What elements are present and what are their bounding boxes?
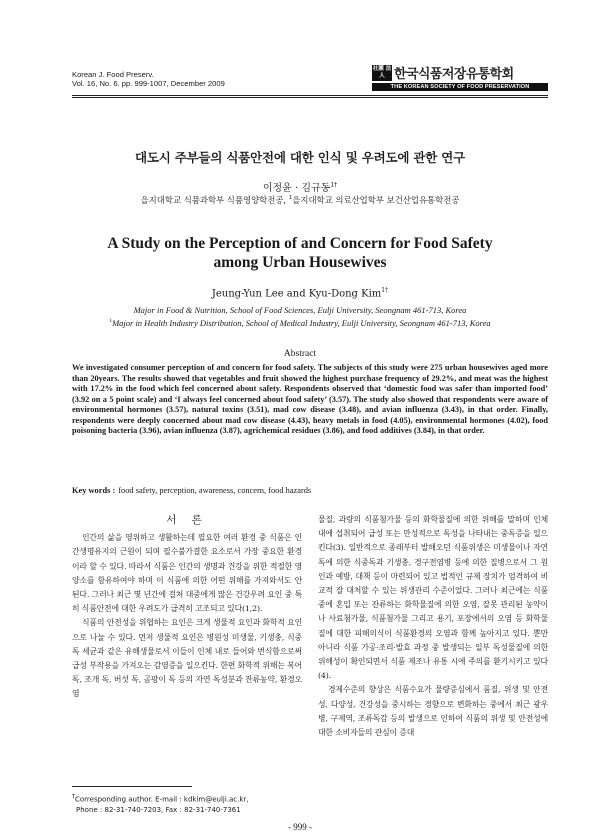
footnote: †Corresponding author. E-mail : kdkim@eulji.ac.kr, Phone : 82-31-740-7203, Fax : 82-31-740-7361 xyxy=(72,793,249,815)
section-heading-introduction: 서 론 xyxy=(166,514,208,526)
body-column-right xyxy=(318,513,548,740)
keywords-label: Key words : xyxy=(72,486,116,495)
english-authors: Jeung-Yun Lee and Kyu-Dong Kim$^{1\dagger}$ xyxy=(211,287,389,300)
english-affiliation-1: Major in Food & Nutrition, School of Food Sciences, Eulji University, Seongnam 461-713, Korea xyxy=(133,305,467,315)
paragraph: 경제수준의 향상은 식품수요가 물량증심에서 품질, 위생 및 안전성, 다양성, 건강성을 중시하는 경향으로 변화하는 중에서 최근 광우병, 구제역, 조류독감 등의 발생으로 인하여 식품의 위생 및 안전성에 대한 소비자들의 관심이 증대 xyxy=(318,685,548,738)
society-seal-icon: 社團 法人 xyxy=(372,65,392,79)
keywords-list: food safety, perception, awareness, concern, food hazards xyxy=(118,486,312,495)
journal-volume: Vol. 16, No. 6. pp. 999-1007, December 2009 xyxy=(72,79,225,88)
korean-affiliations: 을지대학교 식품과학부 식품영양학전공, $^1$을지대학교 의료산업학부 보건산업유통학전공 xyxy=(140,195,460,205)
paragraph: 인간의 삶을 영위하고 생활하는데 필요한 여러 환경 중 식품은 인간생명유지의 근원이 되며 필수불가결한 요소로서 가장 중요한 환경이라 할 수 있다. 따라서 식품은 인간의 생명과 건강을 위한 적절한 영양소를 함유하여야 하며 이 식품에 의한 어떤 위해를 가져와서도 안 된다. 그러나 최근 몇 년간에 걸쳐 대중에게 많은 건강우려 요인 중 특히 식품안전에 대한 우려도가 급격히 고조되고 있다(1,2). xyxy=(72,533,302,614)
paragraph: 식품의 안전성을 위협하는 요인은 크게 생물적 요인과 화학적 요인으로 나눌 수 있다. 먼저 생물적 요인은 병원성 미생물, 기생충, 식중독 세균과 같은 유해생물로서 이들이 인체 내로 들어와 번식함으로써 급성 부작용을 가져오는 감염증을 일으킨다. 한편 화학적 위해는 복어 독, 조개 독, 버섯 독, 곰팡이 독 등의 자연 독성분과 잔류농약, 환경오염 xyxy=(72,618,302,699)
english-title: A Study on the Perception of and Concern for Food Safety among Urban Housewives xyxy=(107,235,493,271)
keywords xyxy=(72,486,548,495)
body-column-left xyxy=(72,513,302,702)
journal-citation xyxy=(72,70,225,88)
header-rule xyxy=(72,95,548,96)
society-name-kr: 한국식품저장유통학회 xyxy=(394,67,514,82)
paragraph: 물질, 과량의 식품첨가물 등의 화학물질에 의한 위해를 말하며 인체 내에 섭취되어 급성 또는 만성적으로 독성을 나타내는 중독증을 일으킨다(3). 일반적으로 종래부터 발해오던 식품위생은 미생물이나 자연 독에 의한 식중독과 기생충, 경구전염병 등에 의한 질병으로서 그 원인과 예방, 대책 등이 마련되어 있고 법적인 규제 장치가 엄격하여 비교적 잘 대처할 수 있는 위생관리 수준이었다. 그러나 최근에는 식품 중에 혼입 또는 잔류하는 화학물질에 의한 오염, 잘못 관리된 농약이나 사료첨가물, 식품첨가물 그리고 용기, 포장에서의 오염 등 화학물질에 대한 피해의식이 식품환경의 오염과 함께 높아지고 있다. 뿐만 아니라 식품 가공·조리·발효 과정 중 발생되는 일부 독성물질에 의한 위해성이 확인되면서 식품 제조나 유통 시에 주의를 환기시키고 있다(4). xyxy=(318,515,548,681)
english-affiliation-2: $^1$Major in Health Industry Distribution, School of Medical Industry, Eulji University, Seongnam 461-713, Korea xyxy=(109,318,491,328)
korean-title: 대도시 주부들의 식품안전에 대한 인식 및 우려도에 관한 연구 xyxy=(134,150,466,165)
korean-authors: 이정윤 · 김규동$^{1\dagger}$ xyxy=(262,181,338,194)
page-number: - 999 - xyxy=(288,822,312,832)
journal-name: Korean J. Food Preserv. xyxy=(72,70,154,79)
abstract-heading: Abstract xyxy=(283,349,317,359)
society-logo xyxy=(372,63,548,91)
footnote-rule xyxy=(72,786,192,787)
society-name-en: THE KOREAN SOCIETY OF FOOD PRESERVATION xyxy=(372,83,548,91)
header-rule-thin xyxy=(72,97,548,98)
abstract-body: We investigated consumer perception of and concern for food safety. The subjects of this study were 275 urban housewives aged more than 20years. The results showed that vegetables and fruit showed the highest purchase frequency of 29.2%, and meat was the highest with 17.2% in the food which feel concerned about safety. Respondents observed that ‘domestic food was safer than imported food’ (3.92 on a 5 point scale) and ‘I always feel concerned about food safety’ (3.57). The study also showed that respondents were aware of environmental hormones (3.57), natural toxins (3.51), mad cow disease (3.48), and avian influenza (3.43), in that order. Finally, respondents were deeply concerned about mad cow disease (4.43), heavy metals in food (4.05), environmental hormones (4.02), food poisoning bacteria (3.96), avian influenza (3.87), agrichemical residues (3.86), and food additives (3.84), in that order. xyxy=(72,363,548,435)
